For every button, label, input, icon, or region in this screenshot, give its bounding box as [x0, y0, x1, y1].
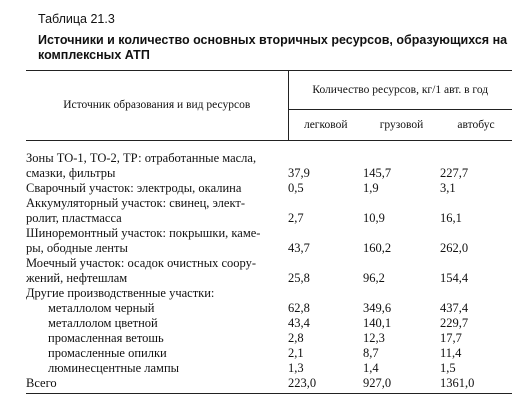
source-cell: [26, 331, 288, 346]
source-name: промасленная ветошь: [48, 331, 164, 345]
value-trucks: 145,7: [363, 166, 392, 180]
table-row: [26, 181, 512, 196]
value-cars: 2,7: [288, 211, 304, 225]
value-buses: 11,4: [440, 346, 462, 360]
value-cars: 43,7: [288, 241, 310, 255]
table-body: [26, 141, 512, 394]
source-name-continued: ролит, пластмасса: [26, 211, 122, 225]
table-row: [26, 331, 512, 346]
value-cars: 62,8: [288, 301, 310, 315]
value-buses: 227,7: [440, 166, 469, 180]
table-row: [26, 286, 512, 301]
source-name-continued: жений, нефтешлам: [26, 271, 128, 285]
source-cell: [26, 361, 288, 376]
table-row: [26, 301, 512, 316]
table-header: [26, 71, 512, 141]
column-header-trucks: грузовой: [363, 110, 440, 141]
value-cars: [288, 286, 363, 301]
value-buses: 16,1: [440, 211, 462, 225]
source-name: Всего: [26, 376, 57, 390]
value-trucks: 349,6: [363, 301, 392, 315]
table-row: [26, 316, 512, 331]
value-trucks: 160,2: [363, 241, 392, 255]
value-buses: 17,7: [440, 331, 462, 345]
source-name: люминесцентные лампы: [48, 361, 180, 375]
source-cell: [26, 301, 288, 316]
value-cars: 37,9: [288, 166, 310, 180]
value-buses: [440, 286, 512, 301]
value-buses: 437,4: [440, 301, 469, 315]
value-buses: 3,1: [440, 181, 456, 195]
value-trucks: 927,0: [363, 376, 440, 394]
source-name: металлолом цветной: [48, 316, 158, 330]
source-cell: [26, 196, 288, 226]
value-trucks: 8,7: [363, 346, 379, 360]
source-cell: [26, 286, 288, 301]
table-title: Источники и количество основных вторичных ресурсов, образующихся на комплексных АТП: [38, 33, 508, 62]
table-row: [26, 346, 512, 361]
table-row: [26, 196, 512, 226]
source-name: Шиноремонтный участок: покрышки, каме-: [26, 226, 261, 240]
resources-table: [26, 70, 512, 394]
value-buses: 1,5: [440, 361, 456, 375]
table-row: [26, 361, 512, 376]
table-row: [26, 256, 512, 286]
total-row: [26, 376, 512, 394]
source-name: Зоны ТО-1, ТО-2, ТР: отработанные масла,: [26, 151, 257, 165]
value-buses: 262,0: [440, 241, 469, 255]
source-name: Другие производственные участки:: [26, 286, 215, 300]
source-column-header: Источник образования и вид ресурсов: [26, 71, 288, 141]
source-cell: [26, 346, 288, 361]
source-cell: [26, 226, 288, 256]
quantity-column-header: Количество ресурсов, кг/1 авт. в год: [288, 71, 512, 110]
value-cars: 43,4: [288, 316, 310, 330]
value-buses: 154,4: [440, 271, 469, 285]
table-row: [26, 151, 512, 181]
source-cell: [26, 181, 288, 196]
source-name: промасленные опилки: [48, 346, 167, 360]
value-cars: 2,1: [288, 346, 304, 360]
source-name: Сварочный участок: электроды, окалина: [26, 181, 242, 195]
source-name-continued: ры, ободные ленты: [26, 241, 128, 255]
value-trucks: 1,9: [363, 181, 379, 195]
source-cell: [26, 316, 288, 331]
value-cars: 2,8: [288, 331, 304, 345]
value-cars: 0,5: [288, 181, 304, 195]
value-trucks: [363, 286, 440, 301]
column-header-cars: легковой: [288, 110, 363, 141]
source-cell: [26, 256, 288, 286]
source-name: Моечный участок: осадок очистных соору-: [26, 256, 257, 270]
table-caption: Таблица 21.3: [38, 12, 115, 26]
value-trucks: 140,1: [363, 316, 392, 330]
table-row: [26, 226, 512, 256]
value-cars: 223,0: [288, 376, 363, 394]
value-cars: 1,3: [288, 361, 304, 375]
source-name-continued: смазки, фильтры: [26, 166, 116, 180]
source-name: Аккумуляторный участок: свинец, элект-: [26, 196, 246, 210]
value-trucks: 96,2: [363, 271, 385, 285]
value-trucks: 10,9: [363, 211, 385, 225]
value-buses: 229,7: [440, 316, 469, 330]
column-header-buses: автобус: [440, 110, 512, 141]
value-trucks: 1,4: [363, 361, 379, 375]
source-name: металлолом черный: [48, 301, 155, 315]
value-trucks: 12,3: [363, 331, 385, 345]
source-cell: [26, 376, 288, 394]
value-cars: 25,8: [288, 271, 310, 285]
value-buses: 1361,0: [440, 376, 512, 394]
source-cell: [26, 151, 288, 181]
